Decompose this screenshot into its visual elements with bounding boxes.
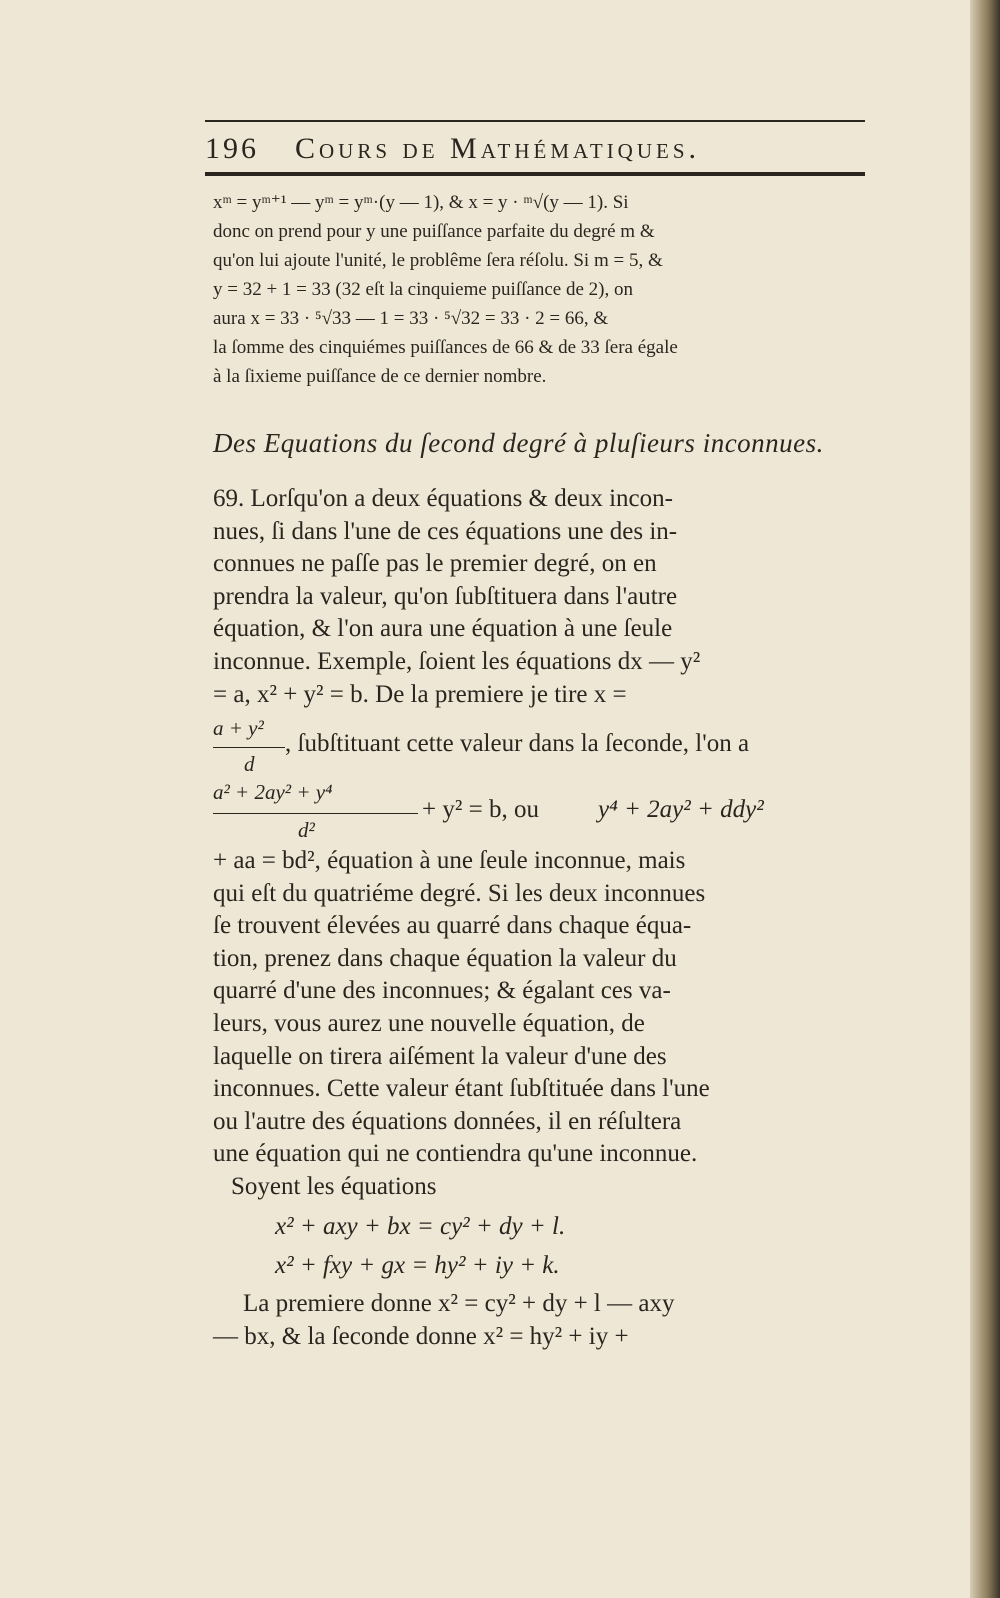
paragraph-69 — [213, 483, 858, 711]
page-number: 196 — [205, 132, 259, 165]
fraction-1-numerator: a + y² — [213, 716, 264, 740]
text-line: inconnue. Exemple, ſoient les équations dx — y² — [213, 647, 701, 675]
fraction-1-bar — [213, 747, 285, 748]
text-line: nues, ſi dans l'une de ces équations une des in- — [213, 517, 678, 545]
text-line: connues ne paſſe pas le premier degré, on en — [213, 550, 657, 578]
text-line: équation, & l'on aura une équation à une ſeule — [213, 615, 673, 643]
fraction-2-numerator: a² + 2ay² + y⁴ — [213, 780, 333, 804]
text-line: tion, prenez dans chaque équation la valeur du — [213, 944, 677, 972]
text-line: + aa = bd², équation à une ſeule inconnue, mais — [213, 847, 686, 874]
intro-paragraph — [213, 188, 858, 391]
text-line: prendra la valeur, qu'on ſubſtituera dans l'autre — [213, 582, 678, 610]
fraction-1-denominator: d — [244, 752, 255, 776]
running-title: Cours de Mathématiques. — [295, 132, 701, 165]
fraction-2-tail: y⁴ + 2ay² + ddy² — [598, 796, 764, 823]
text-line: la ſomme des cinquiémes puiſſances de 66 & de 33 ſera égale — [213, 337, 678, 358]
text-line: leurs, vous aurez une nouvelle équation, de — [213, 1009, 645, 1037]
text-line: 69. Lorſqu'on a deux équations & deux incon- — [213, 485, 673, 512]
text-line: à la ſixieme puiſſance de ce dernier nombre. — [213, 366, 547, 387]
text-line: quarré d'une des inconnues; & égalant ces va- — [213, 977, 671, 1005]
section-title: Des Equations du ſecond degré à pluſieurs inconnues. — [213, 428, 824, 458]
fraction-2-denominator: d² — [298, 818, 315, 842]
text-line: = a, x² + y² = b. De la premiere je tire x = — [213, 680, 627, 708]
text-line: ou l'autre des équations données, il en réſultera — [213, 1107, 682, 1135]
equation-1: x² + axy + bx = cy² + dy + l. — [275, 1213, 566, 1240]
text-line: donc on prend pour y une puiſſance parfaite du degré m & — [213, 221, 655, 242]
fraction-2-text: + y² = b, ou — [422, 796, 539, 823]
header-top-rule — [205, 120, 865, 122]
text-line: xᵐ = yᵐ⁺¹ — yᵐ = yᵐ·(y — 1), & x = y · ᵐ√(y — 1). Si — [213, 192, 629, 213]
equation-2: x² + fxy + gx = hy² + iy + k. — [275, 1252, 560, 1279]
text-line: qui eſt du quatriéme degré. Si les deux inconnues — [213, 879, 706, 907]
fraction-1-text: , ſubſtituant cette valeur dans la ſeconde, l'on a — [285, 730, 750, 757]
text-line: aura x = 33 · ⁵√33 — 1 = 33 · ⁵√32 = 33 · 2 = 66, & — [213, 308, 609, 329]
text-line: — bx, & la ſeconde donne x² = hy² + iy + — [213, 1322, 629, 1350]
text-line: qu'on lui ajoute l'unité, le problême ſera réſolu. Si m = 5, & — [213, 250, 663, 271]
text-line: La premiere donne x² = cy² + dy + l — axy — [243, 1290, 675, 1317]
text-line: laquelle on tirera aiſément la valeur d'une des — [213, 1042, 667, 1070]
text-line: ſe trouvent élevées au quarré dans chaque équa- — [213, 912, 692, 940]
text-line: inconnues. Cette valeur étant ſubſtituée dans l'une — [213, 1075, 710, 1103]
fraction-2-bar — [213, 813, 418, 814]
text-line: Soyent les équations — [231, 1172, 437, 1200]
paragraph-final — [213, 1288, 858, 1353]
page-edge-shadow — [970, 0, 1000, 1598]
paragraph-continuation — [213, 845, 858, 1204]
header-bottom-rule — [205, 172, 865, 176]
text-line: une équation qui ne contiendra qu'une inconnue. — [213, 1140, 698, 1168]
text-line: y = 32 + 1 = 33 (32 eſt la cinquieme puiſſance de 2), on — [213, 279, 633, 300]
